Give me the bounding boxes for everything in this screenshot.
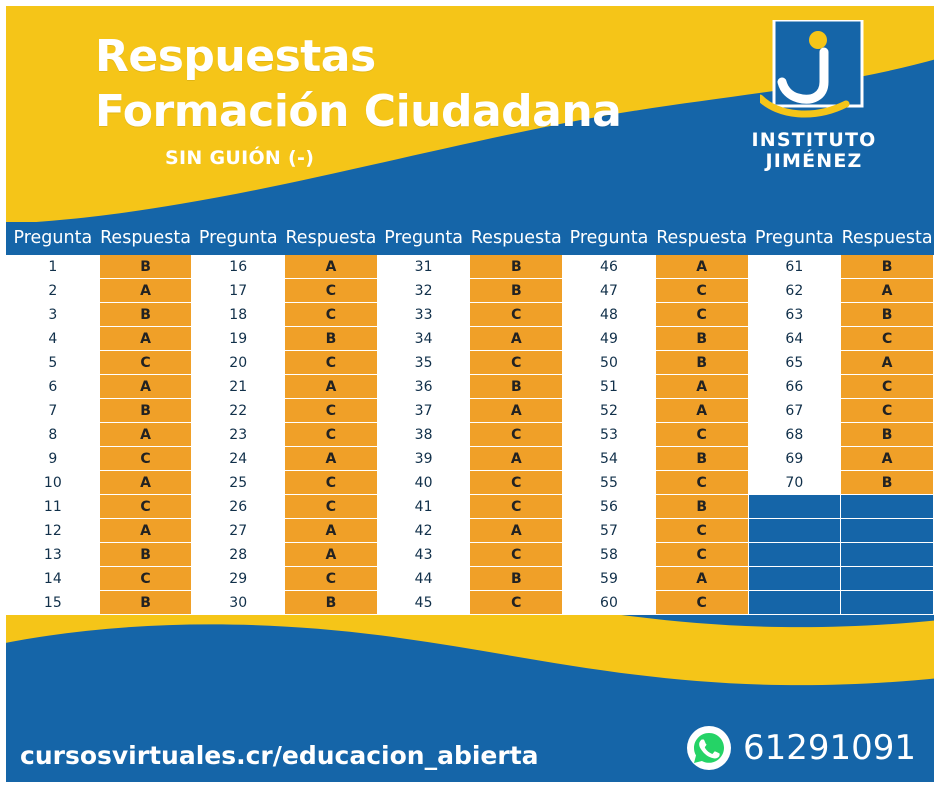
- answer-cell-1: A: [99, 279, 192, 303]
- question-cell-5: 63: [748, 303, 841, 327]
- answer-cell-5: C: [841, 327, 934, 351]
- question-cell-2: 16: [192, 255, 285, 279]
- empty-cell: [748, 567, 841, 591]
- question-cell-4: 49: [563, 327, 656, 351]
- question-cell-2: 25: [192, 471, 285, 495]
- answer-cell-2: C: [285, 567, 378, 591]
- question-cell-3: 33: [377, 303, 470, 327]
- question-cell-3: 41: [377, 495, 470, 519]
- question-cell-5: 69: [748, 447, 841, 471]
- answer-cell-1: B: [99, 255, 192, 279]
- question-cell-2: 19: [192, 327, 285, 351]
- logo-text-line1: INSTITUTO: [751, 129, 877, 151]
- question-cell-3: 40: [377, 471, 470, 495]
- column-header-pregunta-3: Pregunta: [377, 223, 470, 255]
- answer-cell-3: A: [470, 399, 563, 423]
- answer-cell-1: A: [99, 423, 192, 447]
- question-cell-4: 60: [563, 591, 656, 615]
- column-header-pregunta-5: Pregunta: [748, 223, 841, 255]
- contact-phone-block: [687, 726, 916, 770]
- title-block: [95, 30, 621, 169]
- answers-table: [6, 222, 934, 615]
- column-header-pregunta-1: Pregunta: [7, 223, 100, 255]
- column-header-respuesta-1: Respuesta: [99, 223, 192, 255]
- question-cell-1: 2: [7, 279, 100, 303]
- question-cell-3: 39: [377, 447, 470, 471]
- answer-cell-3: A: [470, 519, 563, 543]
- question-cell-2: 28: [192, 543, 285, 567]
- page-title-line1: Respuestas: [95, 31, 376, 82]
- empty-cell: [841, 543, 934, 567]
- answer-cell-2: A: [285, 375, 378, 399]
- answer-cell-2: A: [285, 519, 378, 543]
- answer-cell-3: C: [470, 471, 563, 495]
- question-cell-1: 3: [7, 303, 100, 327]
- table-row: [7, 591, 934, 615]
- question-cell-3: 31: [377, 255, 470, 279]
- question-cell-1: 9: [7, 447, 100, 471]
- table-row: [7, 423, 934, 447]
- question-cell-5: 64: [748, 327, 841, 351]
- question-cell-4: 52: [563, 399, 656, 423]
- answer-cell-4: C: [655, 423, 748, 447]
- answer-cell-5: A: [841, 351, 934, 375]
- answer-cell-2: A: [285, 255, 378, 279]
- question-cell-2: 22: [192, 399, 285, 423]
- answer-cell-5: B: [841, 423, 934, 447]
- column-header-respuesta-3: Respuesta: [470, 223, 563, 255]
- answer-cell-1: A: [99, 375, 192, 399]
- answer-cell-5: C: [841, 375, 934, 399]
- question-cell-3: 37: [377, 399, 470, 423]
- table-row: [7, 399, 934, 423]
- empty-cell: [748, 495, 841, 519]
- answer-cell-4: A: [655, 375, 748, 399]
- answer-cell-5: B: [841, 255, 934, 279]
- website-url: cursosvirtuales.cr/educacion_abierta: [20, 741, 539, 770]
- question-cell-2: 24: [192, 447, 285, 471]
- question-cell-3: 35: [377, 351, 470, 375]
- question-cell-1: 5: [7, 351, 100, 375]
- answer-cell-4: A: [655, 567, 748, 591]
- question-cell-3: 38: [377, 423, 470, 447]
- question-cell-1: 11: [7, 495, 100, 519]
- table-header-row: [7, 223, 934, 255]
- column-header-respuesta-5: Respuesta: [841, 223, 934, 255]
- table-row: [7, 375, 934, 399]
- question-cell-1: 10: [7, 471, 100, 495]
- logo-j-icon: [760, 20, 868, 124]
- answer-cell-4: A: [655, 399, 748, 423]
- table-row: [7, 471, 934, 495]
- answer-cell-2: C: [285, 399, 378, 423]
- question-cell-2: 21: [192, 375, 285, 399]
- answer-cell-3: A: [470, 447, 563, 471]
- answer-cell-4: B: [655, 351, 748, 375]
- answer-cell-4: A: [655, 255, 748, 279]
- answer-cell-2: C: [285, 471, 378, 495]
- answer-cell-1: A: [99, 471, 192, 495]
- question-cell-4: 58: [563, 543, 656, 567]
- answer-cell-4: C: [655, 591, 748, 615]
- whatsapp-icon: [687, 726, 731, 770]
- question-cell-1: 14: [7, 567, 100, 591]
- answer-cell-2: C: [285, 303, 378, 327]
- answer-cell-3: B: [470, 375, 563, 399]
- answer-cell-2: A: [285, 447, 378, 471]
- question-cell-4: 55: [563, 471, 656, 495]
- question-cell-2: 20: [192, 351, 285, 375]
- question-cell-4: 59: [563, 567, 656, 591]
- question-cell-2: 29: [192, 567, 285, 591]
- question-cell-4: 47: [563, 279, 656, 303]
- answer-cell-1: C: [99, 447, 192, 471]
- question-cell-1: 13: [7, 543, 100, 567]
- question-cell-3: 44: [377, 567, 470, 591]
- answer-cell-3: B: [470, 255, 563, 279]
- answer-cell-1: C: [99, 495, 192, 519]
- empty-cell: [841, 519, 934, 543]
- answer-cell-4: C: [655, 543, 748, 567]
- table-row: [7, 327, 934, 351]
- answer-cell-1: C: [99, 567, 192, 591]
- answer-cell-1: B: [99, 303, 192, 327]
- question-cell-1: 1: [7, 255, 100, 279]
- empty-cell: [841, 495, 934, 519]
- answer-cell-2: C: [285, 279, 378, 303]
- table-row: [7, 495, 934, 519]
- question-cell-3: 42: [377, 519, 470, 543]
- answer-cell-1: B: [99, 591, 192, 615]
- question-cell-1: 4: [7, 327, 100, 351]
- answer-cell-4: B: [655, 447, 748, 471]
- question-cell-3: 36: [377, 375, 470, 399]
- column-header-respuesta-2: Respuesta: [285, 223, 378, 255]
- whatsapp-glyph-icon: [692, 731, 726, 765]
- question-cell-4: 54: [563, 447, 656, 471]
- question-cell-1: 8: [7, 423, 100, 447]
- answer-cell-4: B: [655, 495, 748, 519]
- answer-cell-3: C: [470, 423, 563, 447]
- answer-cell-2: B: [285, 591, 378, 615]
- answer-cell-5: B: [841, 303, 934, 327]
- column-header-pregunta-2: Pregunta: [192, 223, 285, 255]
- question-cell-3: 45: [377, 591, 470, 615]
- question-cell-4: 57: [563, 519, 656, 543]
- table-row: [7, 447, 934, 471]
- question-cell-2: 17: [192, 279, 285, 303]
- answer-cell-5: A: [841, 279, 934, 303]
- question-cell-4: 48: [563, 303, 656, 327]
- question-cell-2: 27: [192, 519, 285, 543]
- question-cell-2: 18: [192, 303, 285, 327]
- table-row: [7, 303, 934, 327]
- question-cell-3: 34: [377, 327, 470, 351]
- answer-cell-5: B: [841, 471, 934, 495]
- empty-cell: [841, 591, 934, 615]
- question-cell-4: 53: [563, 423, 656, 447]
- question-cell-5: 67: [748, 399, 841, 423]
- question-cell-5: 66: [748, 375, 841, 399]
- answer-cell-2: C: [285, 495, 378, 519]
- answer-cell-4: C: [655, 279, 748, 303]
- answer-cell-3: C: [470, 303, 563, 327]
- answer-cell-3: C: [470, 495, 563, 519]
- question-cell-1: 15: [7, 591, 100, 615]
- question-cell-2: 26: [192, 495, 285, 519]
- empty-cell: [841, 567, 934, 591]
- answer-cell-2: C: [285, 423, 378, 447]
- page-subtitle: SIN GUIÓN (-): [165, 147, 315, 170]
- question-cell-4: 51: [563, 375, 656, 399]
- page-title-line2: Formación Ciudadana: [95, 85, 622, 137]
- phone-number: 61291091: [742, 728, 916, 768]
- answer-cell-2: A: [285, 543, 378, 567]
- question-cell-1: 6: [7, 375, 100, 399]
- question-cell-2: 23: [192, 423, 285, 447]
- table-row: [7, 567, 934, 591]
- table-row: [7, 255, 934, 279]
- question-cell-1: 7: [7, 399, 100, 423]
- empty-cell: [748, 591, 841, 615]
- question-cell-5: 65: [748, 351, 841, 375]
- question-cell-3: 32: [377, 279, 470, 303]
- empty-cell: [748, 519, 841, 543]
- question-cell-5: 61: [748, 255, 841, 279]
- question-cell-1: 12: [7, 519, 100, 543]
- answer-cell-3: C: [470, 543, 563, 567]
- answer-cell-4: C: [655, 303, 748, 327]
- question-cell-5: 70: [748, 471, 841, 495]
- answer-cell-5: C: [841, 399, 934, 423]
- poster-header: [0, 0, 940, 218]
- question-cell-5: 68: [748, 423, 841, 447]
- answer-cell-4: B: [655, 327, 748, 351]
- instituto-jimenez-logo: [714, 20, 914, 180]
- answer-cell-1: A: [99, 327, 192, 351]
- column-header-pregunta-4: Pregunta: [563, 223, 656, 255]
- question-cell-3: 43: [377, 543, 470, 567]
- answers-table-body: [7, 255, 934, 615]
- answer-cell-3: C: [470, 351, 563, 375]
- logo-text-line2: JIMÉNEZ: [765, 149, 863, 172]
- table-row: [7, 351, 934, 375]
- question-cell-2: 30: [192, 591, 285, 615]
- column-header-respuesta-4: Respuesta: [655, 223, 748, 255]
- question-cell-4: 50: [563, 351, 656, 375]
- answer-cell-4: C: [655, 519, 748, 543]
- logo-mark-icon: [760, 20, 868, 124]
- table-row: [7, 543, 934, 567]
- table-row: [7, 519, 934, 543]
- answer-cell-3: B: [470, 279, 563, 303]
- answer-cell-2: C: [285, 351, 378, 375]
- answer-cell-1: A: [99, 519, 192, 543]
- answer-cell-1: B: [99, 543, 192, 567]
- answer-cell-5: A: [841, 447, 934, 471]
- answer-cell-3: B: [470, 567, 563, 591]
- logo-text: [714, 130, 914, 171]
- question-cell-4: 46: [563, 255, 656, 279]
- question-cell-4: 56: [563, 495, 656, 519]
- empty-cell: [748, 543, 841, 567]
- answer-cell-4: C: [655, 471, 748, 495]
- table-row: [7, 279, 934, 303]
- answer-cell-2: B: [285, 327, 378, 351]
- answer-cell-1: C: [99, 351, 192, 375]
- answer-cell-3: A: [470, 327, 563, 351]
- answer-cell-1: B: [99, 399, 192, 423]
- answer-cell-3: C: [470, 591, 563, 615]
- question-cell-5: 62: [748, 279, 841, 303]
- answers-table-container: [6, 222, 934, 615]
